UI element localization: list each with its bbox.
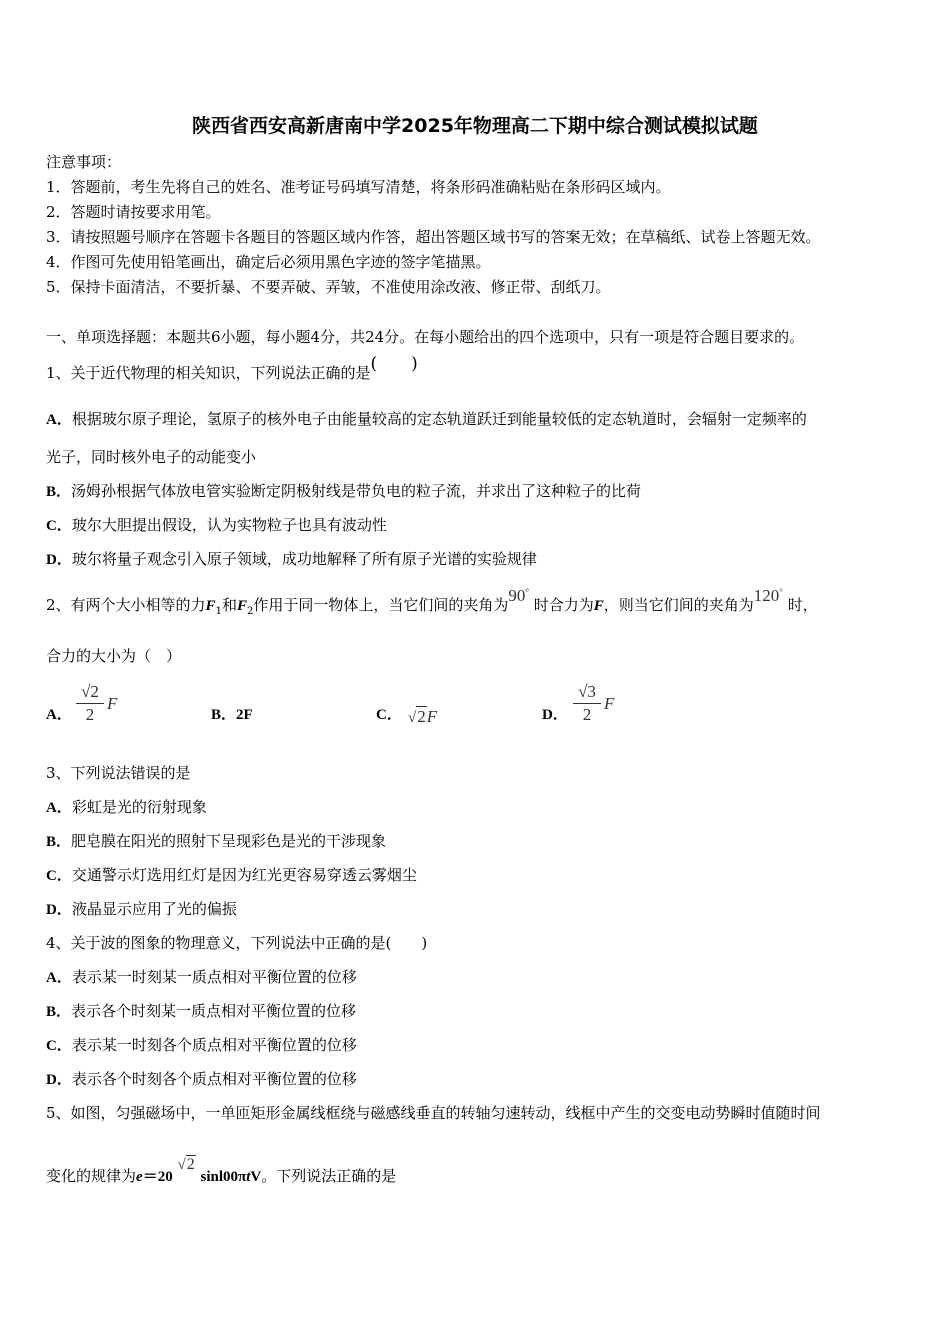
option-label: A．: [46, 412, 72, 428]
question-5-stem: 5、如图，匀强磁场中，一单匝矩形金属线框绕与磁感线垂直的转轴匀速转动，线框中产生的交变电动势瞬时值随时间: [46, 1104, 821, 1122]
force-f1: F: [205, 598, 216, 614]
option-label: C．: [46, 868, 72, 884]
angle-120: [754, 586, 783, 605]
option-label: C．: [46, 518, 72, 534]
angle-90: [508, 586, 529, 605]
question-1-option-b: [46, 482, 641, 501]
question-2-text: 作用于同一物体上，当它们间的夹角为: [253, 596, 509, 614]
sine-term: sinl00π: [200, 1169, 247, 1185]
option-text: 肥皂膜在阳光的照射下呈现彩色是光的干涉现象: [71, 832, 387, 850]
question-2-stem: [46, 586, 818, 621]
option-text: 玻尔将量子观念引入原子领域，成功地解释了所有原子光谱的实验规律: [71, 550, 537, 568]
fraction-numerator: √3: [578, 682, 596, 701]
radical-sign: √: [177, 1157, 186, 1173]
answer-blank: ( ): [370, 354, 418, 374]
option-text: 表示各个时刻各个质点相对平衡位置的位移: [71, 1070, 357, 1088]
option-label: B．: [46, 1004, 72, 1020]
question-3-stem: 3、下列说法错误的是: [46, 764, 191, 782]
equals-20: ＝20: [142, 1169, 173, 1185]
option-label: A．: [46, 800, 72, 816]
option-text: 表示各个时刻某一质点相对平衡位置的位移: [71, 1002, 357, 1020]
sqrt-2-f: [408, 707, 437, 727]
option-text: 表示某一时刻各个质点相对平衡位置的位移: [71, 1036, 357, 1054]
question-1-text: 1、关于近代物理的相关知识，下列说法正确的是: [46, 364, 371, 382]
question-4-stem: 4、关于波的图象的物理意义，下列说法中正确的是( ): [46, 934, 428, 952]
fraction-bar: [76, 703, 104, 704]
subscript: 2: [246, 606, 254, 617]
question-2-text: 2、有两个大小相等的力: [46, 596, 206, 614]
fraction-denominator: 2: [582, 705, 592, 724]
fraction-numerator: √2: [81, 682, 99, 701]
option-text: 表示某一时刻某一质点相对平衡位置的位移: [71, 968, 357, 986]
question-5-text: 变化的规律为: [46, 1167, 137, 1185]
question-2-text: ，则当它们间的夹角为: [603, 596, 754, 614]
question-4-option-a: [46, 968, 357, 987]
option-label: D．: [46, 552, 72, 568]
question-2-option-c-label: C．: [376, 707, 402, 723]
variable-f: F: [426, 707, 438, 726]
degree-sign: °: [525, 587, 529, 597]
note-item: 3．请按照题号顺序在答题卡各题目的答题区域内作答，超出答题区域书写的答案无效；在草稿纸、试卷上答题无效。: [46, 228, 821, 246]
note-item: 2．答题时请按要求用笔。: [46, 203, 221, 221]
question-2-option-b: [211, 706, 253, 724]
force-f: F: [593, 598, 604, 614]
option-text: 彩虹是光的衍射现象: [71, 798, 207, 816]
option-text: 交通警示灯选用红灯是因为红光更容易穿透云雾烟尘: [71, 866, 417, 884]
degree-sign: °: [779, 587, 783, 597]
question-4-option-b: [46, 1002, 356, 1021]
radicand: 2: [417, 707, 426, 726]
section-heading: 一、单项选择题：本题共6小题，每小题4分，共24分。在每小题给出的四个选项中，只有一项是符合题目要求的。: [46, 328, 805, 346]
subscript: 1: [215, 606, 222, 617]
sqrt-2: [177, 1156, 195, 1174]
note-item: 4．作图可先使用铅笔画出，确定后必须用黑色字迹的签字笔描黑。: [46, 253, 491, 271]
question-1-option-a: [46, 410, 807, 429]
question-1-option-c: [46, 516, 387, 535]
fraction-bar: [573, 703, 601, 704]
variable-e: e: [136, 1169, 143, 1185]
variable-f: F: [604, 694, 615, 713]
exam-title: 陕西省西安高新唐南中学2025年物理高二下期中综合测试模拟试题: [192, 115, 758, 137]
unit-volt: V: [250, 1169, 262, 1185]
question-2-text: 时，: [787, 596, 818, 614]
question-2-text: 时合力为: [533, 596, 594, 614]
question-4-option-d: [46, 1070, 357, 1089]
question-5-stem-cont: [46, 1156, 397, 1186]
radicand: 2: [186, 1156, 195, 1173]
option-label: D．: [46, 1072, 72, 1088]
option-text: 玻尔大胆提出假设，认为实物粒子也具有波动性: [71, 516, 387, 534]
fraction-sqrt3-over-2: [573, 682, 601, 725]
angle-value: 90: [508, 586, 526, 605]
question-3-option-b: [46, 832, 386, 851]
option-label: B．: [46, 834, 72, 850]
fraction-sqrt2-over-2: [76, 682, 104, 725]
angle-value: 120: [753, 586, 780, 605]
question-4-option-c: [46, 1036, 357, 1055]
option-label: B．: [46, 484, 72, 500]
variable-t: t: [246, 1169, 251, 1185]
option-label: D．: [46, 902, 72, 918]
question-2-text: 和: [221, 596, 237, 614]
fraction-denominator: 2: [85, 705, 95, 724]
question-5-text: 。下列说法正确的是: [261, 1167, 397, 1185]
note-item: 5．保持卡面清洁，不要折暴、不要弄破、弄皱，不准使用涂改液、修正带、刮纸刀。: [46, 278, 611, 296]
question-1-stem: [46, 354, 418, 382]
note-item: 1．答题前，考生先将自己的姓名、准考证号码填写清楚，将条形码准确粘贴在条形码区域内。: [46, 178, 671, 196]
option-text: 液晶显示应用了光的偏振: [71, 900, 237, 918]
option-text: 2F: [236, 707, 253, 723]
question-2-stem-cont: 合力的大小为（ ）: [46, 647, 182, 665]
force-f2: F: [236, 598, 247, 614]
question-2-option-a-label: A．: [46, 707, 72, 723]
question-3-option-d: [46, 900, 237, 919]
option-label: B．: [211, 707, 237, 723]
question-1-option-a-cont: 光子，同时核外电子的动能变小: [46, 448, 257, 466]
question-1-option-d: [46, 550, 537, 569]
question-3-option-a: [46, 798, 207, 817]
question-2-option-d-label: D．: [542, 707, 568, 723]
notes-heading: 注意事项：: [46, 153, 122, 171]
option-label: C．: [46, 1038, 72, 1054]
question-3-option-c: [46, 866, 417, 885]
variable-f: F: [107, 694, 118, 713]
option-text: 根据玻尔原子理论，氢原子的核外电子由能量较高的定态轨道跃迁到能量较低的定态轨道时，会辐射一定频率的: [71, 410, 807, 428]
option-label: A．: [46, 970, 72, 986]
radical-sign: √: [408, 710, 417, 726]
option-text: 汤姆孙根据气体放电管实验断定阴极射线是带负电的粒子流，并求出了这种粒子的比荷: [71, 482, 642, 500]
